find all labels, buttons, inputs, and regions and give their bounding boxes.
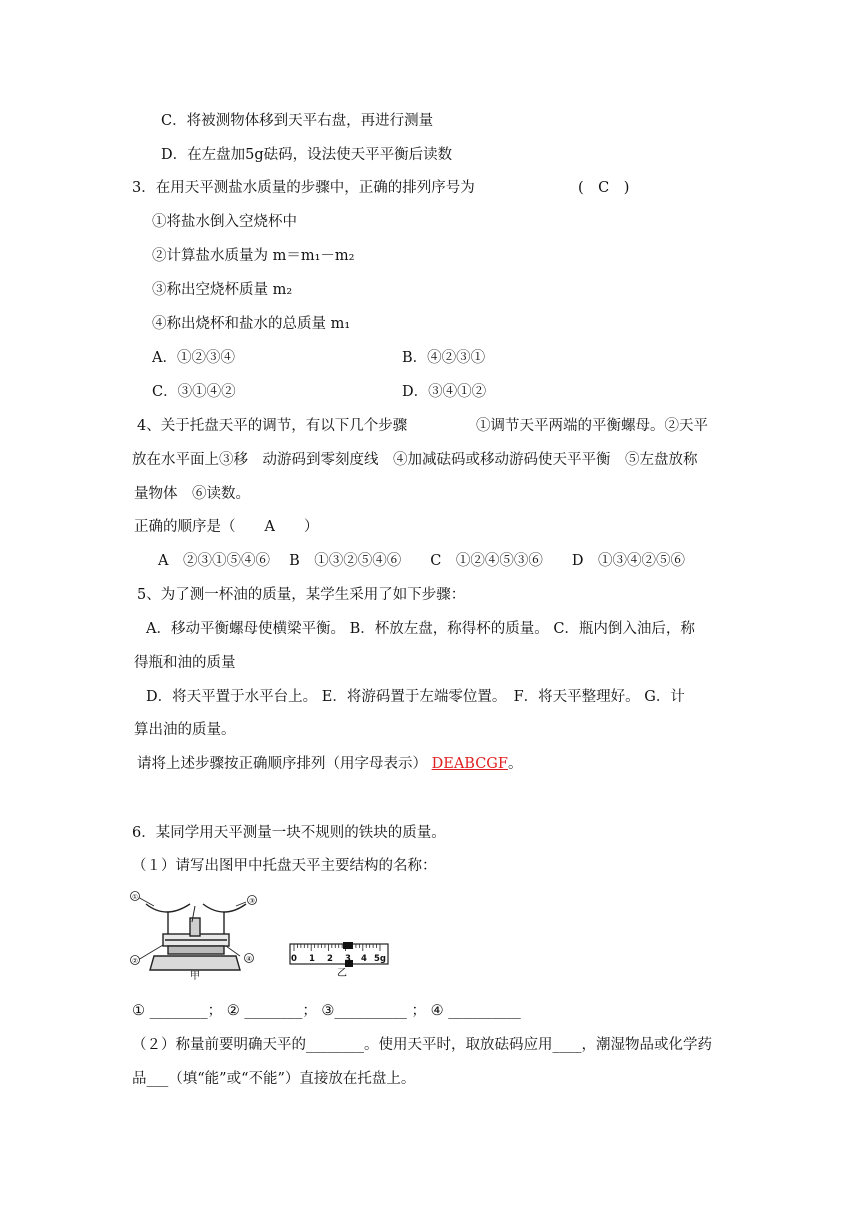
- q6-part1: （１）请写出图甲中托盘天平主要结构的名称：: [132, 858, 437, 874]
- q6-blanks-line: ① ________； ② ________； ③__________ ； ④ __________: [132, 1003, 521, 1019]
- q3-stem: 3．在用天平测盐水质量的步骤中，正确的排列序号为: [132, 180, 475, 196]
- tick-label-4: 4: [361, 954, 367, 964]
- rider-scale-diagram: [288, 942, 392, 980]
- rider-top: [343, 942, 353, 949]
- q6-part2-line2: 品___（填“能”或“不能”）直接放在托盘上。: [132, 1071, 416, 1087]
- tick-label-1: 1: [309, 954, 315, 964]
- q3-option-d: D．③④①②: [402, 384, 487, 400]
- tick-label-2: 2: [327, 954, 333, 964]
- q3-option-b: B．④②③①: [402, 350, 486, 366]
- fig-label-yi: 乙: [337, 968, 347, 979]
- q3-step-1: ①将盐水倒入空烧杯中: [152, 214, 297, 230]
- tick-label-5g: 5g: [374, 954, 386, 964]
- q3-step-4: ④称出烧杯和盐水的总质量 m₁: [152, 316, 351, 332]
- callout-3: ③: [249, 897, 255, 905]
- q6-stem: 6．某同学用天平测量一块不规则的铁块的质量。: [132, 825, 446, 841]
- callout-2: ②: [132, 957, 138, 965]
- q3-option-c: C．③①④②: [152, 384, 236, 400]
- q3-step-3: ③称出空烧杯质量 m₂: [152, 282, 293, 298]
- pillar: [190, 918, 200, 936]
- right-pan: [203, 904, 246, 912]
- q5-line3: 得瓶和油的质量: [134, 655, 236, 671]
- q4-order-label: 正确的顺序是（ A ）: [134, 519, 319, 535]
- q2-option-c: C．将被测物体移到天平右盘，再进行测量: [161, 113, 434, 129]
- q4-line3: 量物体 ⑥读数。: [134, 486, 250, 502]
- fig-label-jia: 甲: [190, 971, 200, 980]
- q5-end: 。: [507, 756, 523, 772]
- q6-part2-line1: （２）称量前要明确天平的________。使用天平时，取放砝码应用____，潮湿物品或化学药: [132, 1037, 712, 1053]
- balance-diagram: [128, 890, 262, 980]
- q3-option-a: A．①②③④: [152, 350, 235, 366]
- q3-step-2: ②计算盐水质量为 m＝m₁－m₂: [152, 248, 355, 264]
- q5-prompt-line: [137, 754, 522, 774]
- base: [150, 956, 240, 970]
- q5-line5: 算出油的质量。: [134, 722, 236, 738]
- tick-label-0: 0: [291, 954, 297, 964]
- q4-line2: 放在水平面上③移 动游码到零刻度线 ④加减砝码或移动游码使天平平衡 ⑤左盘放称: [132, 452, 698, 468]
- q4-line1-b: ①调节天平两端的平衡螺母。②天平: [476, 418, 708, 434]
- q5-line2: A．移动平衡螺母使横梁平衡。 B．杯放左盘，称得杯的质量。 C．瓶内倒入油后，称: [146, 621, 695, 637]
- q5-line4: D．将天平置于水平台上。 E．将游码置于左端零位置。 F．将天平整理好。 G．计: [146, 689, 685, 705]
- q5-answer: DEABCGF: [431, 756, 508, 772]
- callout-4: ④: [246, 955, 252, 963]
- q2-option-d: D．在左盘加5g砝码，设法使天平平衡后读数: [161, 147, 453, 163]
- q5-prompt: 请将上述步骤按正确顺序排列（用字母表示）: [137, 756, 427, 772]
- tick-label-3: 3: [345, 954, 351, 964]
- callout-1: ①: [132, 893, 138, 901]
- q4-options: A ②③①⑤④⑥ B ①③②⑤④⑥ C ①②④⑤③⑥ D ①③④②⑤⑥: [158, 553, 685, 569]
- q4-line1-a: 4、关于托盘天平的调节，有以下几个步骤: [137, 418, 408, 434]
- q3-answer: ( C ): [578, 180, 630, 196]
- q5-line1: 5、为了测一杯油的质量，某学生采用了如下步骤：: [137, 587, 466, 603]
